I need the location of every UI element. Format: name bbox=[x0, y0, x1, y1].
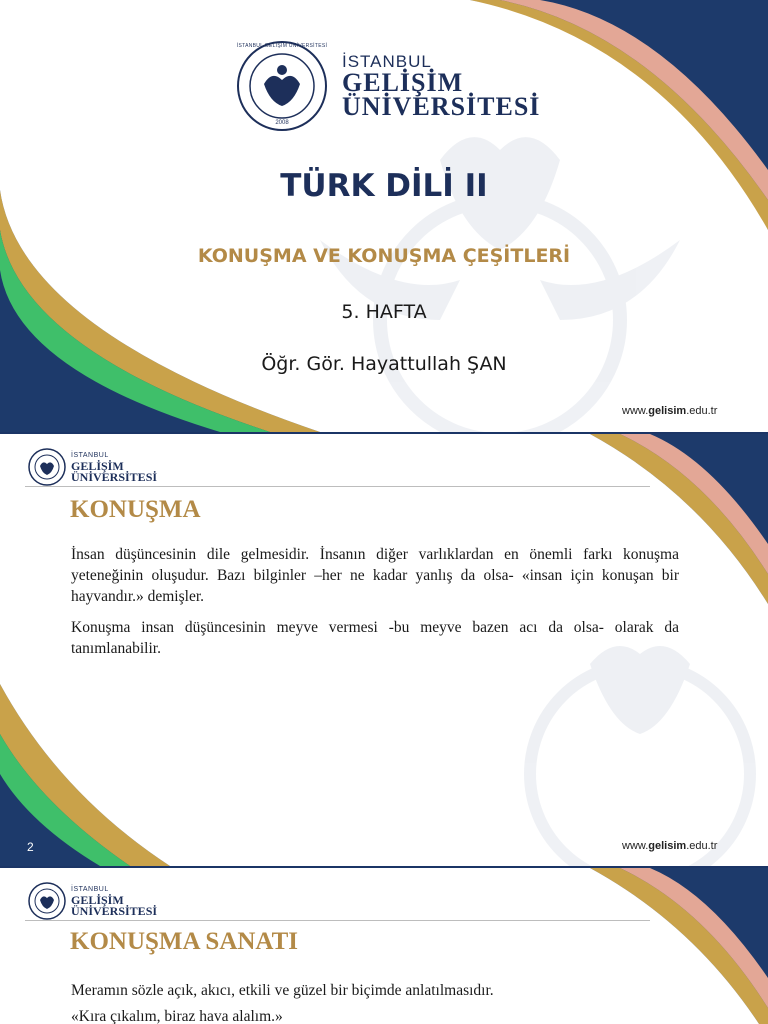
website-url[interactable]: www.gelisim.edu.tr bbox=[622, 840, 718, 852]
week-label: 5. HAFTA bbox=[341, 301, 427, 323]
paragraph-2: «Kıra çıkalım, biraz hava alalım.» bbox=[71, 1008, 283, 1024]
university-name-line2: GELİŞİM bbox=[71, 893, 124, 907]
university-seal-text bbox=[236, 40, 328, 132]
content-slide-konusma-sanati bbox=[0, 868, 768, 1024]
header-divider bbox=[25, 920, 650, 921]
paragraph-1: Meramın sözle açık, akıcı, etkili ve güzel bir biçimde anlatılmasıdır. bbox=[71, 982, 494, 999]
paragraph-2: Konuşma insan düşüncesinin meyve vermesi -bu meyve bazen acı da olsa- olarak da tanımlanabilir. bbox=[71, 619, 679, 657]
slide-heading: KONUŞMA SANATI bbox=[70, 928, 299, 955]
seal-ring-text: İSTANBUL GELİŞİM ÜNİVERSİTESİ bbox=[236, 43, 328, 49]
university-seal-icon bbox=[28, 448, 66, 486]
page-number: 2 bbox=[27, 840, 34, 854]
university-name-line1: İSTANBUL bbox=[71, 886, 109, 893]
university-name-line3: ÜNİVERSİTESİ bbox=[71, 904, 158, 918]
university-name-line1: İSTANBUL bbox=[342, 52, 432, 71]
university-seal-icon bbox=[28, 882, 66, 920]
lecture-subtitle: KONUŞMA VE KONUŞMA ÇEŞİTLERİ bbox=[197, 245, 571, 267]
title-slide bbox=[0, 0, 768, 432]
paragraph-1: İnsan düşüncesinin dile gelmesidir. İnsanın diğer varlıklardan en önemli farkı konuşma yeteneğinin oluşudur. Bazı bilginler –her ne kadar yanlış da olsa- «insan için konuşan bir hayvandır.» demişler. bbox=[71, 546, 679, 605]
university-name-line2: GELİŞİM bbox=[342, 68, 464, 97]
university-name-line1: İSTANBUL bbox=[71, 452, 109, 459]
slide-heading: KONUŞMA bbox=[70, 496, 201, 523]
website-url[interactable]: www.gelisim.edu.tr bbox=[622, 405, 718, 417]
header-divider bbox=[25, 486, 650, 487]
university-name-line3: ÜNİVERSİTESİ bbox=[342, 92, 541, 121]
author-name: Öğr. Gör. Hayattullah ŞAN bbox=[261, 353, 507, 375]
content-slide-konusma bbox=[0, 434, 768, 866]
seal-year: 2008 bbox=[275, 120, 289, 126]
course-title: TÜRK DİLİ II bbox=[280, 168, 488, 204]
university-name-line2: GELİŞİM bbox=[71, 459, 124, 473]
university-name-line3: ÜNİVERSİTESİ bbox=[71, 470, 158, 484]
